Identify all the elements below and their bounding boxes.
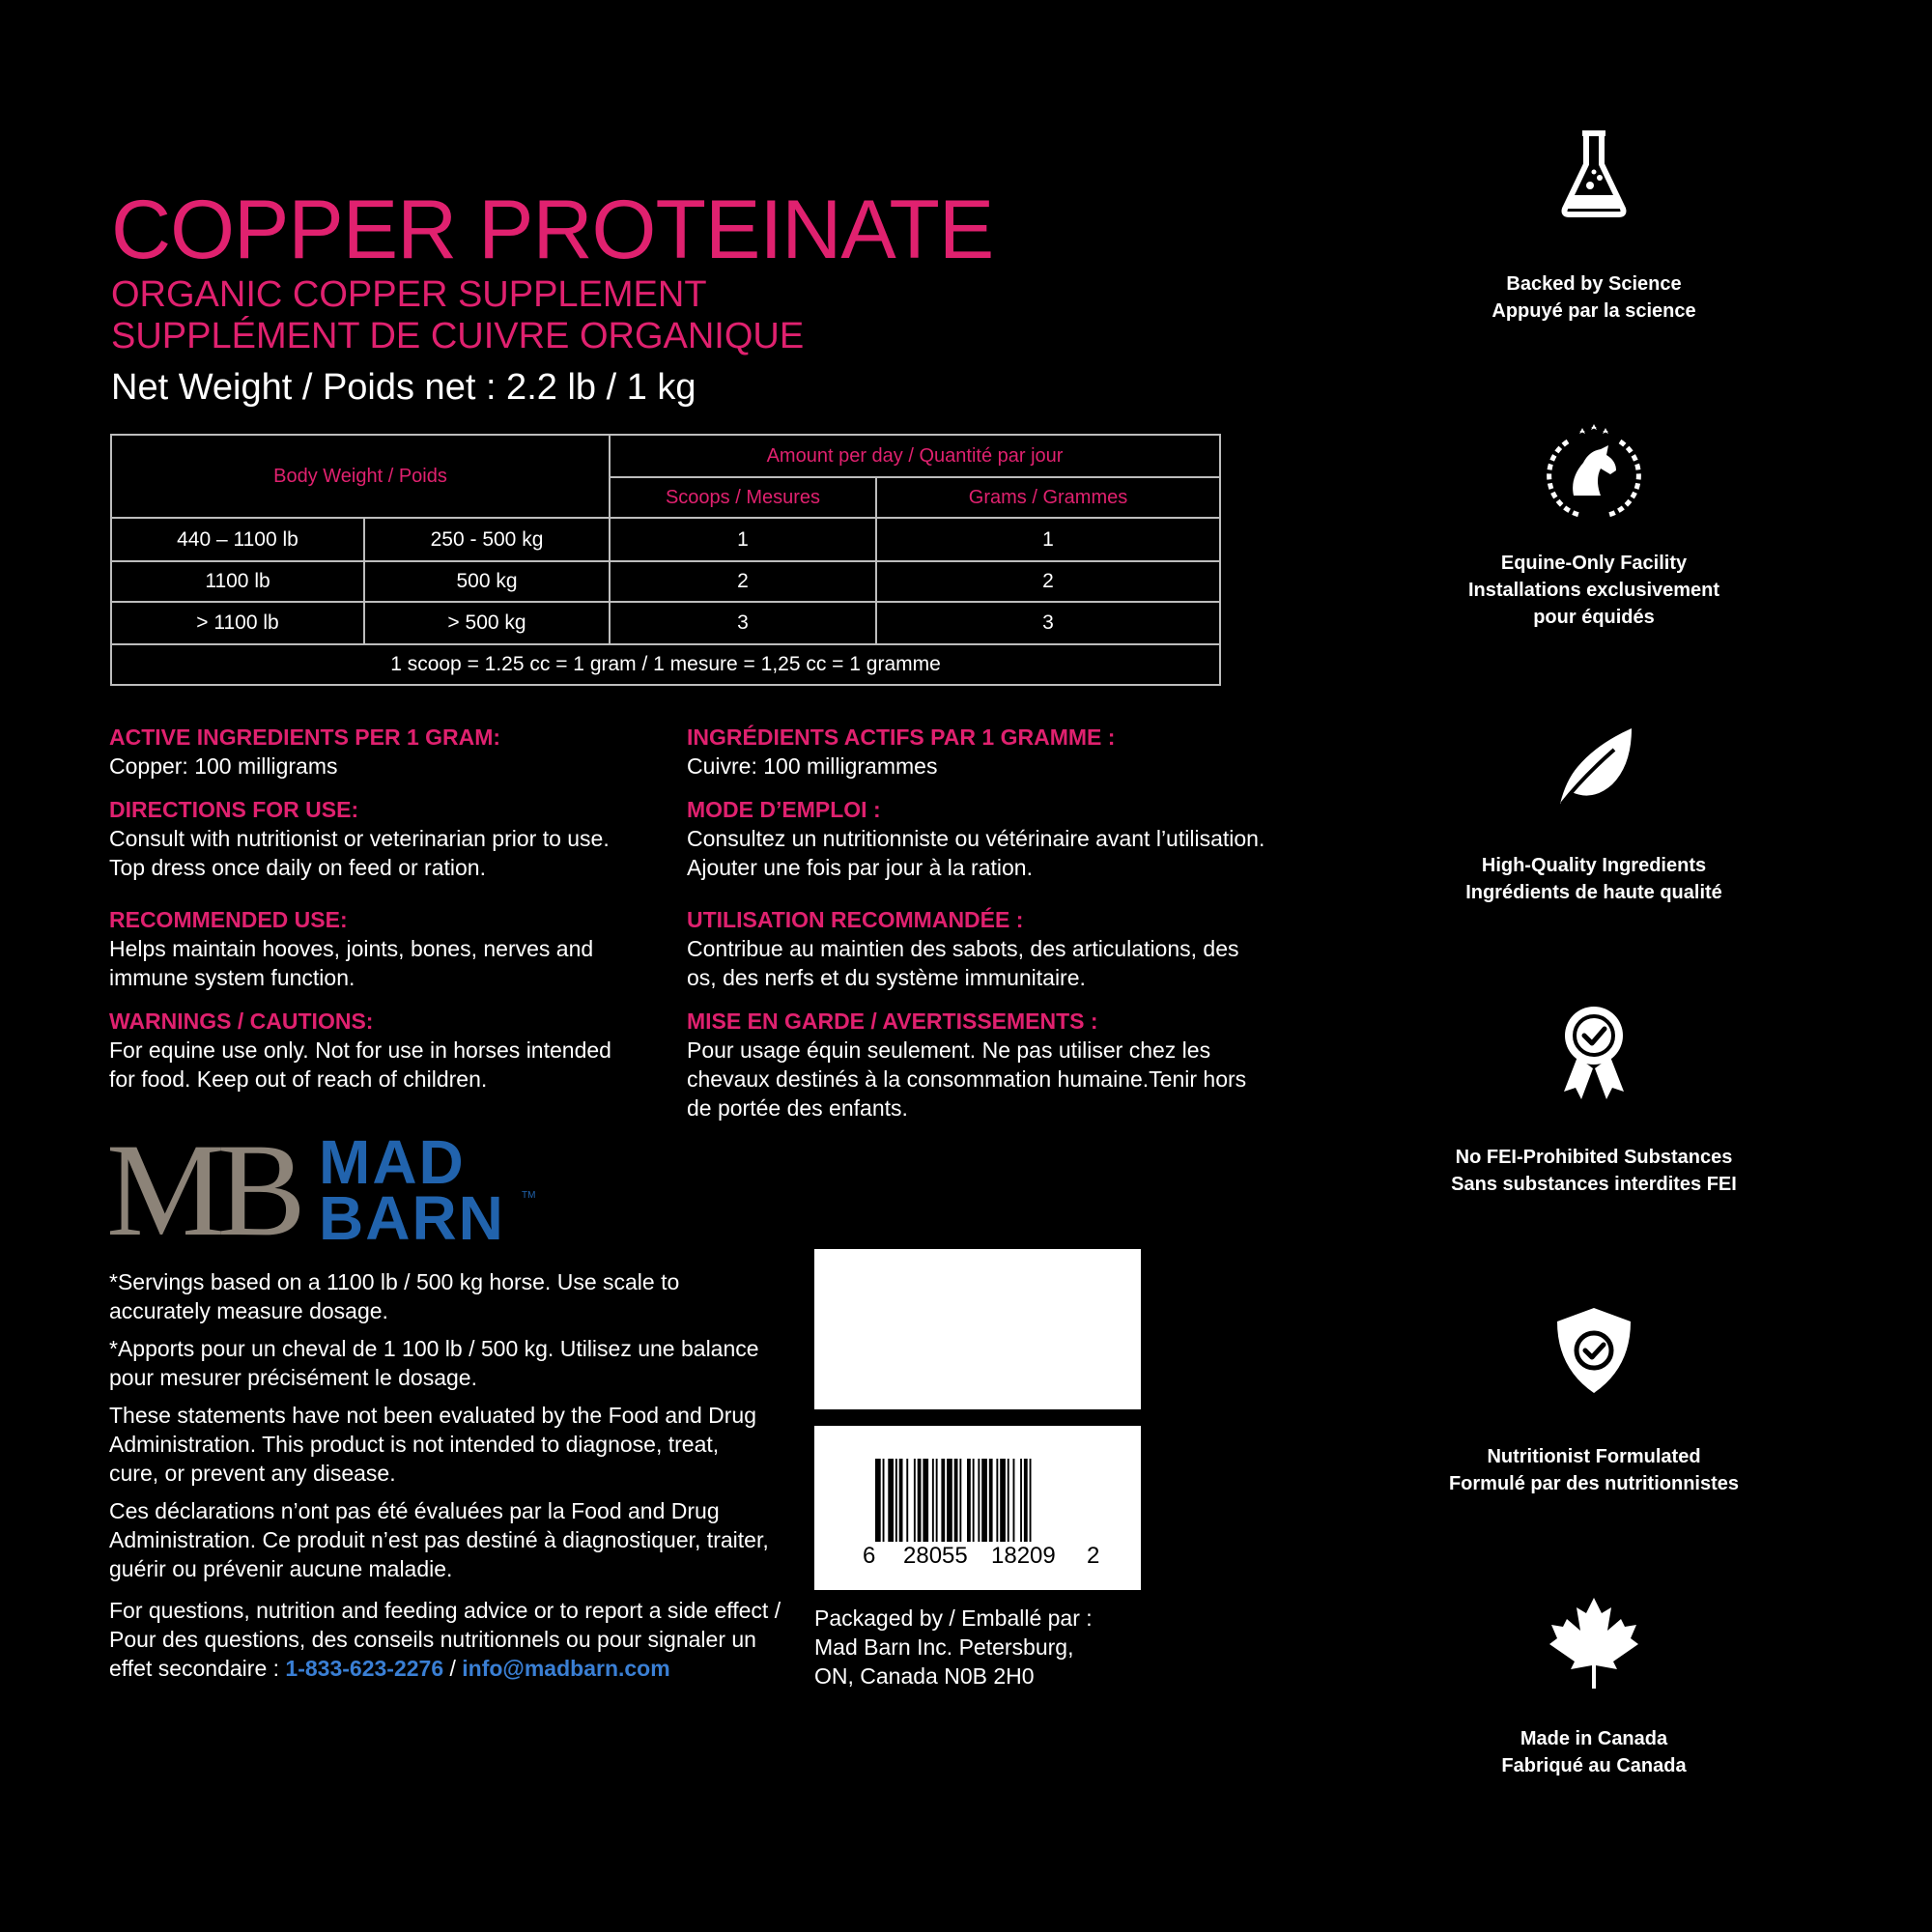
badge-label-fr: Formulé par des nutritionnistes [1448,1473,1740,1494]
badge-label-fr: Appuyé par la science [1492,300,1696,322]
note-line: For questions, nutrition and feeding advice or to report a side effect / [109,1598,781,1623]
section-line: for food. Keep out of reach of children. [109,1066,488,1092]
badge-label-en: Equine-Only Facility [1500,553,1688,574]
table-row [111,561,1220,602]
table-row [111,602,1220,644]
section-heading: UTILISATION RECOMMANDÉE : [687,907,1024,932]
table-cell-scoops: 3 [610,602,876,644]
table-header-row [111,435,1220,477]
scoop-conversion: 1 scoop = 1.25 cc = 1 gram / 1 mesure = 1,25 cc = 1 gramme [111,644,1220,685]
contact-separator: / [443,1656,463,1681]
note-line: *Servings based on a 1100 lb / 500 kg horse. Use scale to [109,1269,680,1294]
table-cell-grams: 3 [876,602,1220,644]
barcode-digit: 6 [863,1543,876,1569]
badge-label-fr: Sans substances interdites FEI [1451,1174,1737,1195]
note-line: Pour des questions, des conseils nutritionnels ou pour signaler un [109,1627,756,1652]
product-subtitle-fr: SUPPLÉMENT DE CUIVRE ORGANIQUE [111,316,805,356]
note-line: pour mesurer précisément le dosage. [109,1365,477,1390]
section-line: chevaux destinés à la consommation humaine.Tenir hors [687,1066,1247,1092]
badge-label-fr: Installations exclusivement [1467,580,1720,601]
table-cell-kg: 500 kg [364,561,610,602]
serving-note-fr [109,1334,785,1392]
award-ribbon-icon [1560,1003,1628,1103]
logo-monogram: MB [106,1116,298,1264]
badge-canada [1430,1594,1758,1779]
table-cell-scoops: 2 [610,561,876,602]
section-heading: ACTIVE INGREDIENTS PER 1 GRAM: [109,724,501,750]
flask-icon [1555,126,1633,222]
table-cell-lb: > 1100 lb [111,602,364,644]
note-line: cure, or prevent any disease. [109,1461,396,1486]
badge-label-en: Made in Canada [1520,1728,1668,1749]
table-footer-row [111,644,1220,685]
body-weight-header: Body Weight / Poids [111,435,610,518]
footnotes [109,1267,785,1683]
note-line: guérir ou prévenir aucune maladie. [109,1556,453,1581]
amount-header: Amount per day / Quantité par jour [610,435,1220,477]
fda-disclaimer-en [109,1401,785,1488]
table-cell-kg: > 500 kg [364,602,610,644]
table-cell-kg: 250 - 500 kg [364,518,610,561]
blank-label-box [814,1249,1141,1409]
note-line: Administration. Ce produit n’est pas destiné à diagnostiquer, traiter, [109,1527,769,1552]
section-heading: MISE EN GARDE / AVERTISSEMENTS : [687,1009,1098,1034]
logo-text-barn: BARN [319,1183,505,1253]
warnings-en [109,1007,650,1094]
grams-header: Grams / Grammes [876,477,1220,518]
section-heading: WARNINGS / CAUTIONS: [109,1009,374,1034]
section-line: Copper: 100 milligrams [109,753,338,779]
section-line: Pour usage équin seulement. Ne pas utiliser chez les [687,1037,1211,1063]
packaged-line: Packaged by / Emballé par : [814,1605,1093,1631]
badge-label-en: High-Quality Ingredients [1481,855,1707,876]
packaged-line: ON, Canada N0B 2H0 [814,1663,1035,1689]
table-cell-scoops: 1 [610,518,876,561]
badge-label-fr: Fabriqué au Canada [1501,1755,1687,1776]
active-ingredients-fr [687,723,1266,795]
directions-en [109,795,650,905]
table-cell-grams: 2 [876,561,1220,602]
note-line: These statements have not been evaluated by the Food and Drug [109,1403,756,1428]
horse-laurel-icon [1541,420,1647,526]
table-cell-lb: 440 – 1100 lb [111,518,364,561]
section-line: Consultez un nutritionniste ou vétérinaire avant l’utilisation. [687,826,1265,851]
email-link[interactable]: info@madbarn.com [462,1656,670,1681]
net-weight: Net Weight / Poids net : 2.2 lb / 1 kg [111,367,696,408]
maple-leaf-icon [1548,1594,1640,1690]
section-line: immune system function. [109,965,355,990]
serving-note-en [109,1267,785,1325]
active-ingredients-en [109,723,650,795]
barcode-icon [814,1426,1141,1590]
logo-text-mad: MAD [319,1127,466,1197]
section-line: Contribue au maintien des sabots, des articulations, des [687,936,1239,961]
section-heading: DIRECTIONS FOR USE: [109,797,359,822]
packaged-by [814,1604,1162,1690]
contact-info [109,1596,785,1683]
badge-label-en: Backed by Science [1506,273,1682,295]
note-line: Ces déclarations n’ont pas été évaluées par la Food and Drug [109,1498,720,1523]
leaf-icon [1550,723,1637,810]
recommended-use-fr [687,905,1266,1007]
note-line: *Apports pour un cheval de 1 100 lb / 500 kg. Utilisez une balance [109,1336,759,1361]
table-cell-lb: 1100 lb [111,561,364,602]
section-heading: RECOMMENDED USE: [109,907,348,932]
shield-check-icon [1553,1304,1634,1397]
product-title: COPPER PROTEINATE [111,184,994,276]
badge-ingredients [1430,723,1758,906]
scoops-header: Scoops / Mesures [610,477,876,518]
directions-fr [687,795,1266,905]
table-row [111,518,1220,561]
packaged-line: Mad Barn Inc. Petersburg, [814,1634,1074,1660]
badge-science [1430,126,1758,325]
badge-label-fr: pour équidés [1533,607,1655,628]
section-heading: MODE D’EMPLOI : [687,797,881,822]
product-subtitle-en: ORGANIC COPPER SUPPLEMENT [111,274,707,315]
barcode-digit: 18209 [991,1543,1056,1569]
section-line: Top dress once daily on feed or ration. [109,855,486,880]
barcode-box [814,1426,1141,1590]
section-line: de portée des enfants. [687,1095,908,1121]
phone-link[interactable]: 1-833-623-2276 [285,1656,444,1681]
note-line: Administration. This product is not intended to diagnose, treat, [109,1432,720,1457]
contact-prefix: effet secondaire : [109,1656,286,1681]
recommended-use-en [109,905,650,1007]
badge-equine-facility [1430,420,1758,631]
dosage-table [110,434,1221,686]
barcode-digit: 28055 [903,1543,968,1569]
fda-disclaimer-fr [109,1496,785,1583]
section-line: Helps maintain hooves, joints, bones, nerves and [109,936,594,961]
note-line: accurately measure dosage. [109,1298,388,1323]
section-heading: INGRÉDIENTS ACTIFS PAR 1 GRAMME : [687,724,1116,750]
sections-en [109,723,650,1094]
barcode-digit: 2 [1087,1543,1100,1569]
contact-line [109,1654,785,1683]
logo-trademark: TM [522,1190,536,1201]
table-cell-grams: 1 [876,518,1220,561]
sections-fr [687,723,1266,1122]
warnings-fr [687,1007,1266,1122]
section-line: os, des nerfs et du système immunitaire. [687,965,1086,990]
badge-nutritionist [1430,1304,1758,1497]
badge-label-en: No FEI-Prohibited Substances [1455,1147,1733,1168]
badge-fei [1430,1003,1758,1198]
section-line: Ajouter une fois par jour à la ration. [687,855,1033,880]
section-line: For equine use only. Not for use in horses intended [109,1037,611,1063]
section-line: Cuivre: 100 milligrammes [687,753,938,779]
badge-label-en: Nutritionist Formulated [1487,1446,1701,1467]
badge-label-fr: Ingrédients de haute qualité [1465,882,1722,903]
section-line: Consult with nutritionist or veterinarian prior to use. [109,826,610,851]
